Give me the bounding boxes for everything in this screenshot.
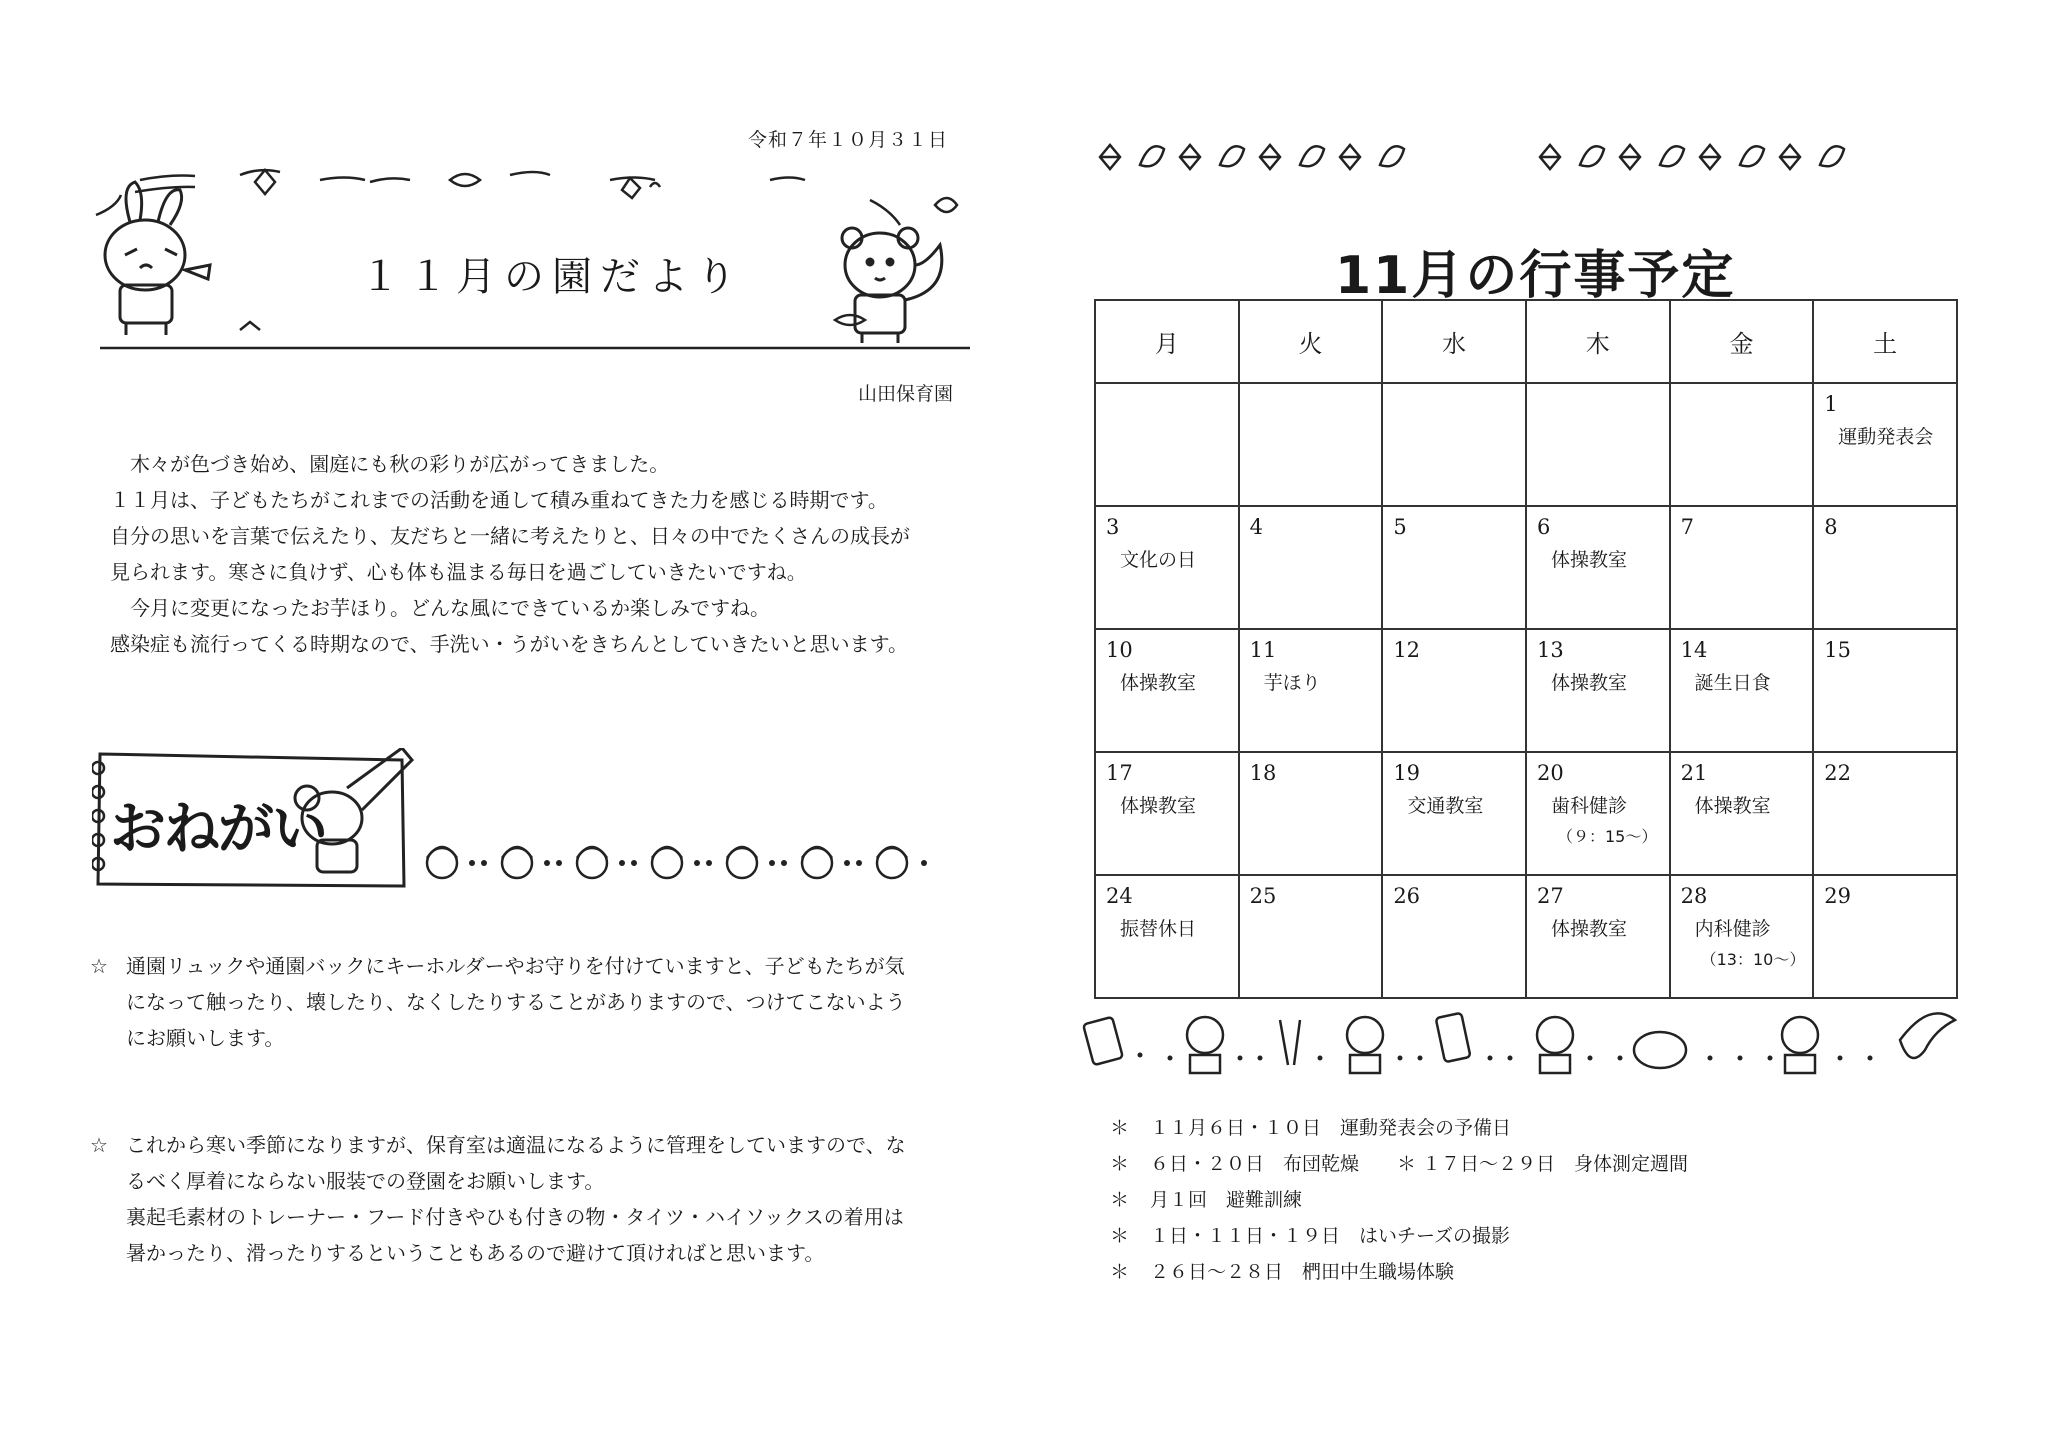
event-label: 文化の日 [1120, 549, 1197, 571]
event-label: 体操教室 [1120, 795, 1197, 817]
additional-notes [1110, 1110, 1688, 1290]
day-number: 20 [1536, 761, 1564, 785]
calendar-day-cell [1239, 383, 1383, 506]
event-label: 体操教室 [1550, 918, 1627, 940]
calendar-day-cell [1526, 875, 1670, 998]
note-item [1110, 1254, 1688, 1290]
event-calendar [1094, 299, 1958, 999]
notice-item [90, 948, 970, 1056]
event-time: （13：10～） [1700, 950, 1806, 969]
calendar-day-cell [1813, 752, 1957, 875]
note-text: ６日・２０日 布団乾燥 ＊ １７日～２９日 身体測定週間 [1150, 1153, 1689, 1175]
note-item [1110, 1182, 1688, 1218]
intro-line: 感染症も流行ってくる時期なので、手洗い・うがいをきちんとしていきたいと思います。 [110, 632, 908, 656]
star-bullet: ☆ [90, 954, 108, 978]
leaf-icon [1700, 145, 1720, 169]
event-label: 誕生日食 [1694, 672, 1771, 694]
event-label: 振替休日 [1120, 918, 1197, 940]
calendar-day-cell [1670, 875, 1814, 998]
intro-line: 木々が色づき始め、園庭にも秋の彩りが広がってきました。 [110, 452, 670, 476]
intro-line: １１月は、子どもたちがこれまでの活動を通して積み重ねてきた力を感じる時期です。 [110, 488, 888, 512]
notice-line: るべく厚着にならない服装での登園をお願いします。 [126, 1169, 605, 1193]
intro-line: 今月に変更になったお芋ほり。どんな風にできているか楽しみですね。 [110, 596, 770, 620]
leaf-icon [1340, 145, 1360, 169]
calendar-day-cell [1239, 506, 1383, 629]
weekday-header-row [1095, 300, 1957, 383]
day-number: 22 [1824, 761, 1852, 785]
calendar-day-cell [1382, 875, 1526, 998]
day-number: 7 [1680, 515, 1694, 539]
schedule-title: 11月の行事予定 [1335, 246, 1736, 306]
day-number: 17 [1106, 761, 1133, 785]
calendar-day-cell [1095, 875, 1239, 998]
calendar-day-cell [1382, 383, 1526, 506]
calendar-day-cell [1670, 629, 1814, 752]
leaf-icon [1620, 145, 1640, 169]
asterisk-bullet: ＊ [1110, 1153, 1130, 1175]
calendar-week-row [1095, 506, 1957, 629]
calendar-day-cell [1670, 506, 1814, 629]
calendar-day-cell [1239, 629, 1383, 752]
note-item [1110, 1146, 1688, 1182]
intro-line: 自分の思いを言葉で伝えたり、友だちと一緒に考えたりと、日々の中でたくさんの成長が [110, 524, 910, 548]
note-text: １日・１１日・１９日 はいチーズの撮影 [1150, 1225, 1511, 1247]
weekday-header: 火 [1239, 300, 1383, 383]
day-number: 1 [1824, 392, 1838, 416]
day-number: 11 [1249, 638, 1277, 662]
omamori-icon [1436, 1013, 1471, 1062]
page-title: １１月の園だより [360, 254, 744, 300]
turtle-icon [1634, 1032, 1686, 1068]
intro-line: 見られます。寒さに負けず、心も体も温まる毎日を過ごしていきたいですね。 [110, 560, 807, 584]
event-time: （９：15～） [1556, 827, 1658, 846]
crane-icon [1900, 1013, 1955, 1058]
calendar-week-row [1095, 875, 1957, 998]
calendar-day-cell [1382, 752, 1526, 875]
day-number: 21 [1680, 761, 1708, 785]
chitose-ame-icon [1280, 1020, 1300, 1065]
note-item [1110, 1110, 1688, 1146]
notice-line: 通園リュックや通園バックにキーホルダーやお守りを付けていますと、子どもたちが気 [126, 954, 905, 978]
leaf-icon [1820, 146, 1844, 166]
calendar-day-cell [1526, 383, 1670, 506]
chestnut-border [427, 847, 907, 878]
omamori-icon [1083, 1017, 1123, 1065]
calendar-day-cell [1526, 629, 1670, 752]
day-number: 29 [1824, 884, 1852, 908]
leaf-icon [1780, 145, 1800, 169]
organization-name: 山田保育園 [858, 383, 954, 405]
event-label: 体操教室 [1550, 672, 1627, 694]
leaf-icon [1540, 145, 1560, 169]
leaf-icon [1220, 146, 1244, 166]
asterisk-bullet: ＊ [1110, 1261, 1130, 1283]
day-number: 19 [1393, 761, 1421, 785]
calendar-day-cell [1813, 629, 1957, 752]
calendar-day-cell [1813, 383, 1957, 506]
calendar-week-row [1095, 383, 1957, 506]
calendar-week-row [1095, 752, 1957, 875]
event-label: 芋ほり [1263, 672, 1321, 694]
calendar-day-cell [1526, 752, 1670, 875]
note-text: ２６日～２８日 椚田中生職場体験 [1150, 1261, 1455, 1283]
notice-item [90, 1127, 970, 1271]
day-number: 18 [1249, 761, 1277, 785]
notice-line: にお願いします。 [126, 1026, 285, 1050]
day-number: 28 [1680, 884, 1708, 908]
leaf-icon [1740, 146, 1764, 166]
character-border-bottom [1080, 1000, 1960, 1080]
leaf-icon [1300, 146, 1324, 166]
rabbit-illustration [105, 182, 210, 335]
event-label: 体操教室 [1550, 549, 1627, 571]
day-number: 15 [1824, 638, 1852, 662]
calendar-day-cell [1239, 752, 1383, 875]
child-icon [1537, 1017, 1573, 1053]
weekday-header: 木 [1526, 300, 1670, 383]
leaf-icon [1260, 145, 1280, 169]
day-number: 12 [1393, 638, 1421, 662]
leaf-icon [1140, 146, 1164, 166]
star-bullet: ☆ [90, 1133, 108, 1157]
child-icon [1782, 1017, 1818, 1053]
note-text: １１月６日・１０日 運動発表会の予備日 [1150, 1117, 1512, 1139]
asterisk-bullet: ＊ [1110, 1189, 1130, 1211]
day-number: 6 [1536, 515, 1551, 539]
event-label: 体操教室 [1120, 672, 1197, 694]
calendar-day-cell [1239, 875, 1383, 998]
asterisk-bullet: ＊ [1110, 1117, 1130, 1139]
notice-line: 暑かったり、滑ったりするということもあるので避けて頂ければと思います。 [126, 1241, 825, 1265]
day-number: 13 [1536, 638, 1564, 662]
event-label: 体操教室 [1694, 795, 1771, 817]
leaf-icon [1100, 145, 1120, 169]
calendar-day-cell [1095, 506, 1239, 629]
weekday-header: 土 [1813, 300, 1957, 383]
note-text: 月１回 避難訓練 [1150, 1189, 1303, 1211]
calendar-day-cell [1095, 629, 1239, 752]
calendar-day-cell [1670, 383, 1814, 506]
event-label: 運動発表会 [1838, 426, 1934, 448]
note-item [1110, 1218, 1688, 1254]
day-number: 10 [1106, 638, 1133, 662]
notice-line: 裏起毛素材のトレーナー・フード付きやひも付きの物・タイツ・ハイソックスの着用は [126, 1205, 904, 1229]
squirrel-illustration [842, 228, 942, 343]
day-number: 27 [1536, 884, 1564, 908]
day-number: 5 [1393, 515, 1407, 539]
leaf-icon [1660, 146, 1684, 166]
notice-line: になって触ったり、壊したり、なくしたりすることがありますので、つけてこないよう [126, 990, 906, 1014]
leaf-icon [1580, 146, 1604, 166]
calendar-day-cell [1813, 875, 1957, 998]
weekday-header: 水 [1382, 300, 1526, 383]
event-label: 交通教室 [1407, 795, 1484, 817]
onegai-heading: おねがい [110, 797, 326, 862]
day-number: 8 [1824, 515, 1838, 539]
day-number: 3 [1106, 515, 1120, 539]
calendar-day-cell [1382, 506, 1526, 629]
notice-line: これから寒い季節になりますが、保育室は適温になるように管理をしていますので、な [126, 1133, 906, 1157]
day-number: 24 [1106, 884, 1133, 908]
asterisk-bullet: ＊ [1110, 1225, 1130, 1247]
leaf-border-top [1090, 135, 1950, 180]
calendar-day-cell [1813, 506, 1957, 629]
calendar-week-row [1095, 629, 1957, 752]
day-number: 14 [1680, 638, 1708, 662]
calendar-day-cell [1670, 752, 1814, 875]
weekday-header: 金 [1670, 300, 1814, 383]
leaf-icon [1180, 145, 1200, 169]
calendar-day-cell [1095, 383, 1239, 506]
intro-text [110, 446, 970, 662]
issue-date: 令和７年１０月３１日 [748, 129, 949, 151]
event-label: 内科健診 [1694, 918, 1771, 940]
child-icon [1187, 1017, 1223, 1053]
calendar-day-cell [1095, 752, 1239, 875]
day-number: 25 [1249, 884, 1277, 908]
calendar-day-cell [1526, 506, 1670, 629]
event-label: 歯科健診 [1550, 795, 1627, 817]
day-number: 4 [1249, 515, 1264, 539]
child-icon [1347, 1017, 1383, 1053]
weekday-header: 月 [1095, 300, 1239, 383]
day-number: 26 [1393, 884, 1421, 908]
calendar-day-cell [1382, 629, 1526, 752]
leaf-icon [1380, 146, 1404, 166]
